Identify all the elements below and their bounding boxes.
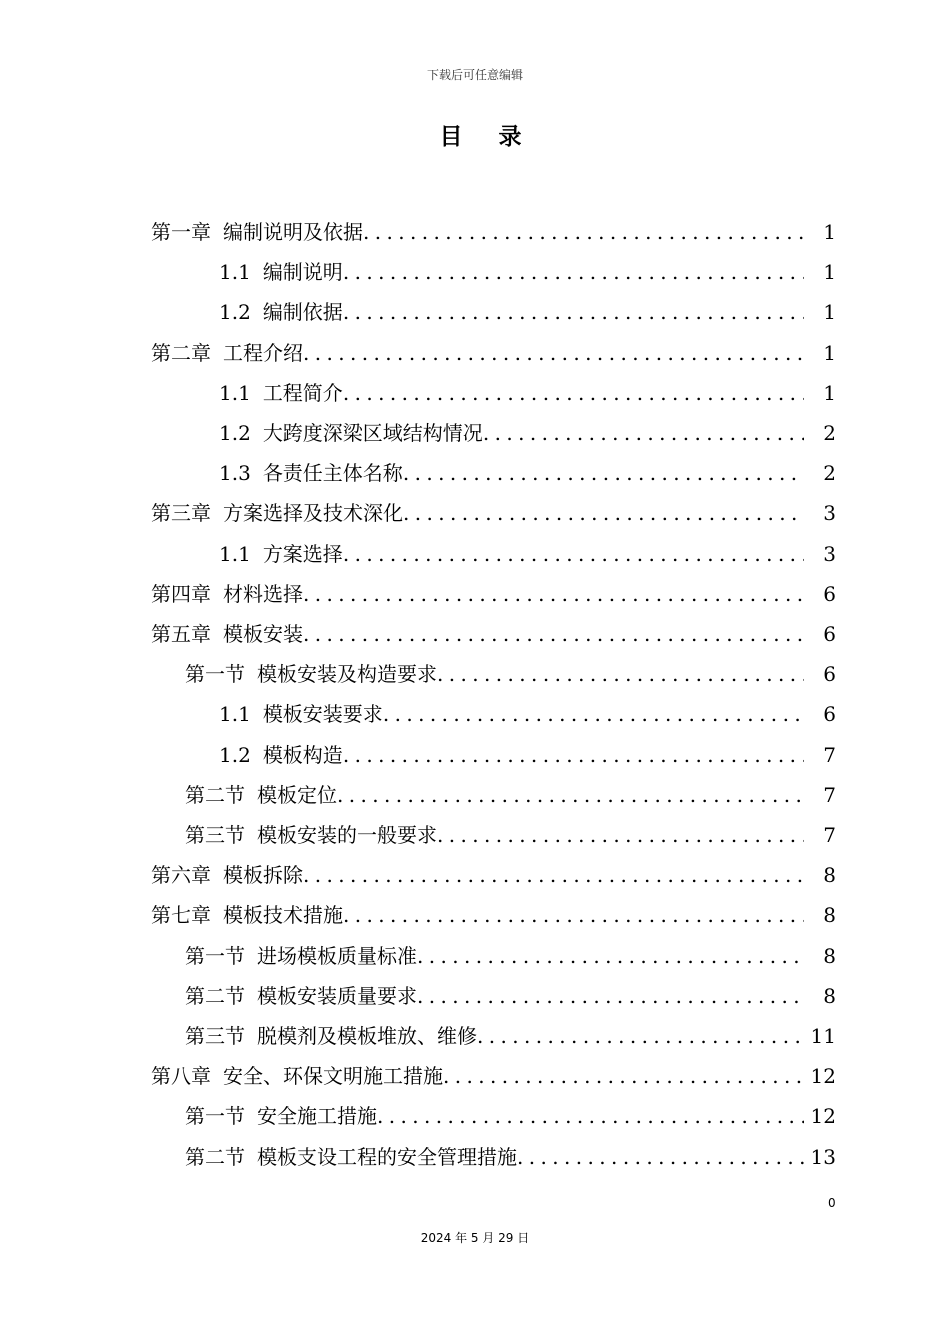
toc-entry-text: 编制依据 [262,300,343,325]
toc-entry[interactable] [0,976,950,1016]
toc-entry[interactable] [0,574,950,614]
toc-leader-dots [303,614,804,654]
toc-leader-dots [517,1137,804,1177]
toc-entry-text: 模板安装 [223,622,303,646]
toc-entry[interactable] [0,333,950,373]
toc-entry[interactable] [0,252,950,292]
toc-leader-dots [303,333,804,373]
toc-entry-number: 1.2 [219,742,251,767]
toc-leader-dots [477,1016,804,1056]
toc-entry[interactable] [0,1137,950,1177]
toc-entry-page: 12 [810,1104,836,1129]
toc-leader-dots [343,252,804,292]
toc-entry-number: 1.1 [219,702,251,727]
toc-entry-number: 第三节 [185,823,245,847]
toc-entry-text: 方案选择及技术深化 [223,501,403,526]
toc-entry[interactable] [0,735,950,775]
toc-leader-dots [343,895,804,935]
toc-entry-number: 第二节 [185,782,245,807]
toc-entry-label [219,735,343,775]
footer-date: 2024 年 5 月 29 日 [420,1231,530,1245]
toc-entry-number: 第四章 [151,581,211,606]
toc-leader-dots [437,815,804,855]
toc-entry[interactable] [0,815,950,855]
toc-entry-label [219,252,343,292]
toc-entry-page: 8 [823,983,836,1008]
toc-entry-page: 1 [823,220,836,244]
toc-entry-text: 材料选择 [223,581,303,606]
toc-entry-number: 第一节 [185,662,245,687]
toc-entry-number: 1.2 [219,300,251,325]
toc-leader-dots [363,212,804,252]
toc-entry-text: 工程简介 [262,380,343,405]
toc-entry[interactable] [0,534,950,574]
toc-entry-text: 安全、环保文明施工措施 [223,1064,443,1089]
toc-leader-dots [403,493,804,533]
toc-leader-dots [343,373,804,413]
toc-entry-page: 2 [823,461,836,486]
toc-entry-page: 11 [810,1024,836,1048]
toc-entry[interactable] [0,212,950,252]
toc-leader-dots [483,413,804,453]
toc-entry-text: 方案选择 [262,541,343,566]
toc-leader-dots [303,855,804,895]
toc-leader-dots [403,453,804,493]
toc-entry-number: 1.1 [219,260,251,285]
toc-entry-label [219,373,343,413]
toc-entry-label [185,936,417,976]
toc-entry-text: 大跨度深梁区域结构情况 [262,421,483,445]
toc-entry[interactable] [0,855,950,895]
toc-entry-page: 8 [823,863,836,888]
toc-entry-page: 2 [823,421,836,445]
page-number: 0 [828,1196,836,1210]
toc-entry[interactable] [0,936,950,976]
toc-entry-page: 6 [823,581,836,606]
toc-entry-text: 安全施工措施 [257,1104,377,1129]
toc-entry-text: 模板拆除 [223,863,303,888]
toc-entry-label [151,614,303,654]
toc-entry-text: 模板定位 [257,782,337,807]
toc-entry-label [219,453,403,493]
toc-entry-text: 脱模剂及模板堆放、维修 [257,1024,477,1048]
toc-entry-label [185,815,437,855]
toc-entry-label [151,333,303,373]
toc-entry-text: 进场模板质量标准 [257,943,417,968]
toc-entry-text: 编制说明及依据 [223,220,363,244]
toc-entry-page: 13 [810,1144,836,1169]
toc-entry[interactable] [0,453,950,493]
toc-entry-number: 第七章 [151,903,211,928]
toc-entry-text: 模板技术措施 [223,903,343,928]
toc-entry-number: 第三节 [185,1024,245,1048]
toc-entry[interactable] [0,1016,950,1056]
toc-entry[interactable] [0,895,950,935]
toc-entry-page: 1 [823,260,836,285]
toc-leader-dots [343,735,804,775]
toc-entry[interactable] [0,694,950,734]
toc-entry-page: 7 [823,823,836,847]
toc-entry-page: 3 [823,541,836,566]
toc-entry-number: 第八章 [151,1064,211,1089]
toc-entry[interactable] [0,775,950,815]
toc-entry-label [151,493,403,533]
toc-entry-number: 第二节 [185,1144,245,1169]
toc-entry-label [219,534,343,574]
toc-entry-number: 第二章 [151,340,211,365]
toc-entry-label [219,292,343,332]
toc-entry-number: 第一节 [185,1104,245,1129]
toc-entry-number: 1.1 [219,380,251,405]
toc-entry-label [151,212,363,252]
toc-entry-label [151,855,303,895]
toc-entry-number: 第六章 [151,863,211,888]
toc-entry-number: 第二节 [185,983,245,1008]
toc-entry-page: 6 [823,662,836,687]
toc-leader-dots [343,534,804,574]
toc-leader-dots [377,1096,804,1136]
toc-entry[interactable] [0,1056,950,1096]
toc-entry[interactable] [0,373,950,413]
toc-entry-text: 模板安装的一般要求 [257,823,437,847]
toc-entry[interactable] [0,614,950,654]
toc-entry[interactable] [0,493,950,533]
toc-entry-label [151,574,303,614]
toc-entry[interactable] [0,292,950,332]
toc-entry-text: 各责任主体名称 [262,461,403,486]
toc-entry[interactable] [0,413,950,453]
toc-entry-number: 第三章 [151,501,211,526]
toc-entry-page: 12 [810,1064,836,1089]
toc-leader-dots [343,292,804,332]
toc-entry[interactable] [0,1096,950,1136]
toc-entry-number: 第五章 [151,622,211,646]
toc-entry-label [185,976,417,1016]
toc-entry-page: 1 [823,300,836,325]
toc-entry-label [185,654,437,694]
toc-leader-dots [337,775,804,815]
toc-entry-text: 模板支设工程的安全管理措施 [257,1144,517,1169]
toc-entry-label [185,1096,377,1136]
toc-entry-page: 1 [823,340,836,365]
toc-leader-dots [383,694,804,734]
toc-entry-label [151,1056,443,1096]
toc-entry-number: 第一节 [185,943,245,968]
toc-entry-label [151,895,343,935]
toc-entry-label [219,694,383,734]
page-title: 目 录 [439,124,536,150]
toc-entry-text: 模板安装及构造要求 [257,662,437,687]
toc-entry-label [185,1137,517,1177]
toc-entry-label [185,775,337,815]
toc-entry-number: 1.1 [219,541,251,566]
toc-entry-number: 1.2 [219,421,251,445]
toc-entry-label [219,413,483,453]
toc-entry[interactable] [0,654,950,694]
toc-leader-dots [443,1056,804,1096]
toc-entry-text: 模板安装要求 [262,702,383,727]
toc-entry-text: 工程介绍 [223,340,303,365]
toc-entry-page: 8 [823,943,836,968]
toc-entry-number: 第一章 [151,220,211,244]
toc-entry-page: 6 [823,702,836,727]
toc-entry-text: 模板构造 [262,742,343,767]
toc-entry-page: 6 [823,622,836,646]
toc-leader-dots [417,976,804,1016]
toc-entry-page: 7 [823,742,836,767]
toc-entry-page: 1 [823,380,836,405]
toc-entry-page: 3 [823,501,836,526]
toc-leader-dots [303,574,804,614]
toc-leader-dots [437,654,804,694]
toc-entry-page: 8 [823,903,836,928]
toc-entry-text: 模板安装质量要求 [257,983,417,1008]
toc-leader-dots [417,936,804,976]
header-note: 下载后可任意编辑 [426,68,523,82]
toc-entry-text: 编制说明 [262,260,343,285]
toc-entry-number: 1.3 [219,461,251,486]
toc-entry-page: 7 [823,782,836,807]
toc-entry-label [185,1016,477,1056]
